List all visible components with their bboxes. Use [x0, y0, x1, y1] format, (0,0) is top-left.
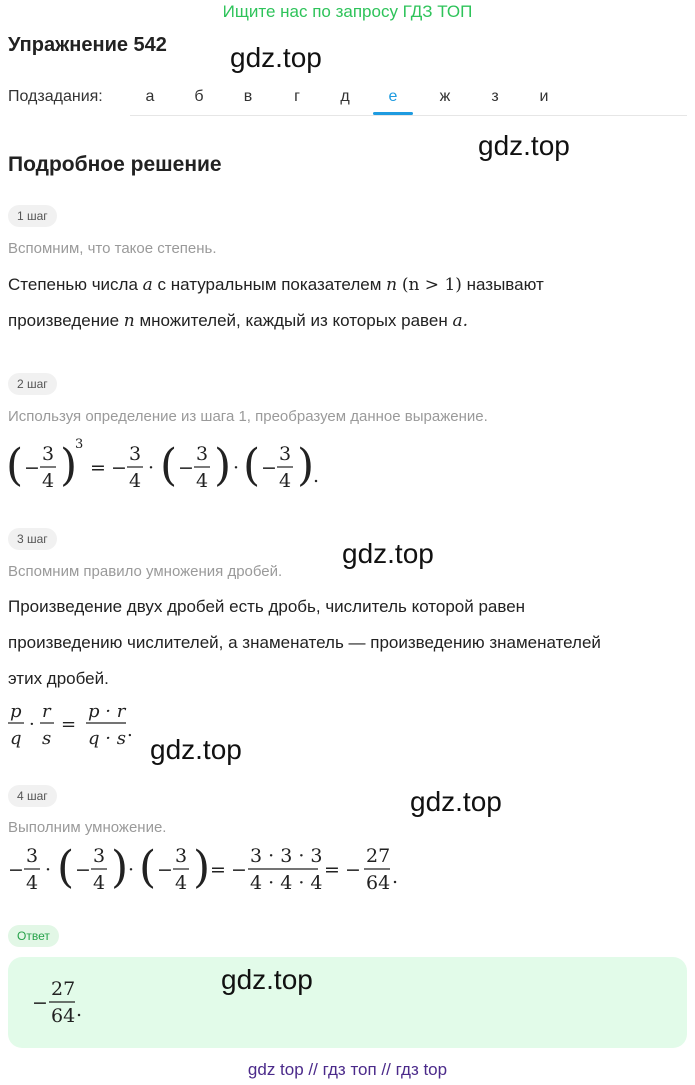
numerator: 3 — [93, 845, 106, 867]
math-var: n — [386, 275, 398, 295]
denominator: 4 — [93, 872, 106, 894]
text-fragment: множителей, каждый из которых равен — [139, 311, 448, 330]
subtask-tab-z[interactable]: з — [491, 88, 499, 105]
formula-multiplication — [0, 838, 420, 898]
paren-close: ) — [214, 440, 232, 491]
minus-sign: − — [32, 992, 48, 1014]
denominator: 4 — [129, 470, 142, 492]
numerator: 27 — [366, 845, 391, 867]
answer-box — [8, 957, 687, 1048]
denominator: 4 — [279, 470, 292, 492]
watermark: gdz.top — [410, 786, 502, 817]
period: . — [76, 999, 83, 1021]
period: . — [392, 866, 399, 888]
text-fragment: называют — [466, 275, 544, 294]
subtask-tab-zh[interactable]: ж — [439, 88, 451, 105]
minus-sign: − — [8, 859, 24, 881]
equals-sign: = — [210, 859, 226, 881]
watermark: gdz.top — [342, 538, 434, 569]
numerator: 3 — [279, 443, 292, 465]
answer-formula — [28, 971, 108, 1031]
numerator: 3 — [26, 845, 39, 867]
exercise-title: Упражнение 542 — [8, 34, 167, 56]
paren-open: ( — [243, 440, 261, 491]
search-banner: Ищите нас по запросу ГДЗ ТОП — [222, 2, 473, 21]
footer-links[interactable]: gdz top // гдз топ // гдз top — [247, 1060, 448, 1079]
denominator: 4 — [26, 872, 39, 894]
paren-open: ( — [160, 440, 178, 491]
equals-sign: = — [90, 457, 106, 479]
denominator: q — [10, 728, 22, 749]
formula-power-expansion — [0, 430, 340, 500]
text-fragment: Степенью числа — [8, 275, 138, 294]
watermark: gdz.top — [221, 964, 313, 995]
paren-open: ( — [6, 440, 24, 491]
math-condition: (n > 1) — [401, 275, 462, 295]
denominator: 4 · 4 · 4 — [250, 872, 323, 894]
dot-operator: · — [45, 859, 52, 881]
denominator: s — [42, 728, 52, 749]
step-hint: Вспомним, что такое степень. — [8, 240, 217, 257]
paren-close: ) — [60, 440, 78, 491]
step-badge: 4 шаг — [8, 785, 57, 807]
exponent: 3 — [75, 437, 84, 452]
answer-badge: Ответ — [8, 925, 59, 947]
text-line: Произведение двух дробей есть дробь, числитель которой равен — [8, 597, 526, 616]
paren-close: ) — [297, 440, 315, 491]
numerator: 3 — [175, 845, 188, 867]
watermark: gdz.top — [230, 42, 322, 73]
minus-sign: − — [231, 859, 247, 881]
paren-close: ) — [111, 842, 129, 893]
answer-denominator: 64 — [51, 1005, 76, 1027]
math-var: n — [123, 311, 135, 331]
minus-sign: − — [24, 457, 40, 479]
minus-sign: − — [345, 859, 361, 881]
subtask-tab-v[interactable]: в — [243, 88, 253, 105]
dot-operator: · — [128, 859, 135, 881]
step-hint: Выполним умножение. — [8, 819, 167, 836]
subtask-tab-e[interactable]: е — [388, 88, 398, 105]
subtask-tab-i[interactable]: и — [539, 88, 549, 105]
subtask-tab-b[interactable]: б — [194, 88, 204, 105]
minus-sign: − — [157, 859, 173, 881]
step-text — [8, 267, 688, 339]
numerator: 3 — [42, 443, 55, 465]
formula-fraction-product — [0, 698, 150, 758]
text-line: произведению числителей, а знаменатель — произведению знаменателей — [8, 633, 601, 652]
watermark: gdz.top — [150, 734, 242, 765]
minus-sign: − — [75, 859, 91, 881]
numerator: r — [42, 701, 51, 722]
math-var: a — [142, 275, 153, 295]
step-hint: Вспомним правило умножения дробей. — [8, 563, 283, 580]
subtasks-divider — [130, 115, 687, 116]
step-badge: 3 шаг — [8, 528, 57, 550]
subtask-tab-a[interactable]: а — [145, 88, 155, 105]
numerator: 3 · 3 · 3 — [250, 845, 323, 867]
text-fragment: произведение — [8, 311, 120, 330]
paren-open: ( — [139, 842, 157, 893]
numerator: 3 — [129, 443, 142, 465]
text-line: этих дробей. — [8, 669, 109, 688]
dot-operator: · — [148, 457, 155, 479]
subtask-tab-d[interactable]: д — [340, 88, 350, 105]
minus-sign: − — [178, 457, 194, 479]
step-badge: 1 шаг — [8, 205, 57, 227]
step-badge: 2 шаг — [8, 373, 57, 395]
subtasks-label: Подзадания: — [8, 88, 103, 105]
period: . — [313, 465, 320, 487]
numerator: p · r — [88, 701, 126, 722]
step-text — [8, 589, 688, 697]
paren-close: ) — [193, 842, 211, 893]
subtask-tab-g[interactable]: г — [294, 88, 300, 105]
text-fragment: с натуральным показателем — [157, 275, 382, 294]
denominator: 4 — [42, 470, 55, 492]
section-title: Подробное решение — [8, 153, 222, 176]
watermark: gdz.top — [478, 130, 570, 161]
numerator: 3 — [196, 443, 209, 465]
minus-sign: − — [261, 457, 277, 479]
numerator: p — [10, 701, 22, 722]
denominator: 4 — [196, 470, 209, 492]
period: . — [127, 720, 133, 741]
step-hint: Используя определение из шага 1, преобразуем данное выражение. — [8, 408, 488, 425]
minus-sign: − — [111, 457, 127, 479]
dot-operator: · — [29, 714, 35, 735]
denominator: 4 — [175, 872, 188, 894]
denominator: q · s — [88, 728, 126, 749]
answer-numerator: 27 — [51, 978, 76, 1000]
active-tab-indicator — [373, 112, 413, 115]
equals-sign: = — [61, 714, 77, 735]
paren-open: ( — [57, 842, 75, 893]
math-var: a. — [452, 311, 469, 331]
equals-sign: = — [324, 859, 340, 881]
dot-operator: · — [233, 457, 240, 479]
denominator: 64 — [366, 872, 391, 894]
